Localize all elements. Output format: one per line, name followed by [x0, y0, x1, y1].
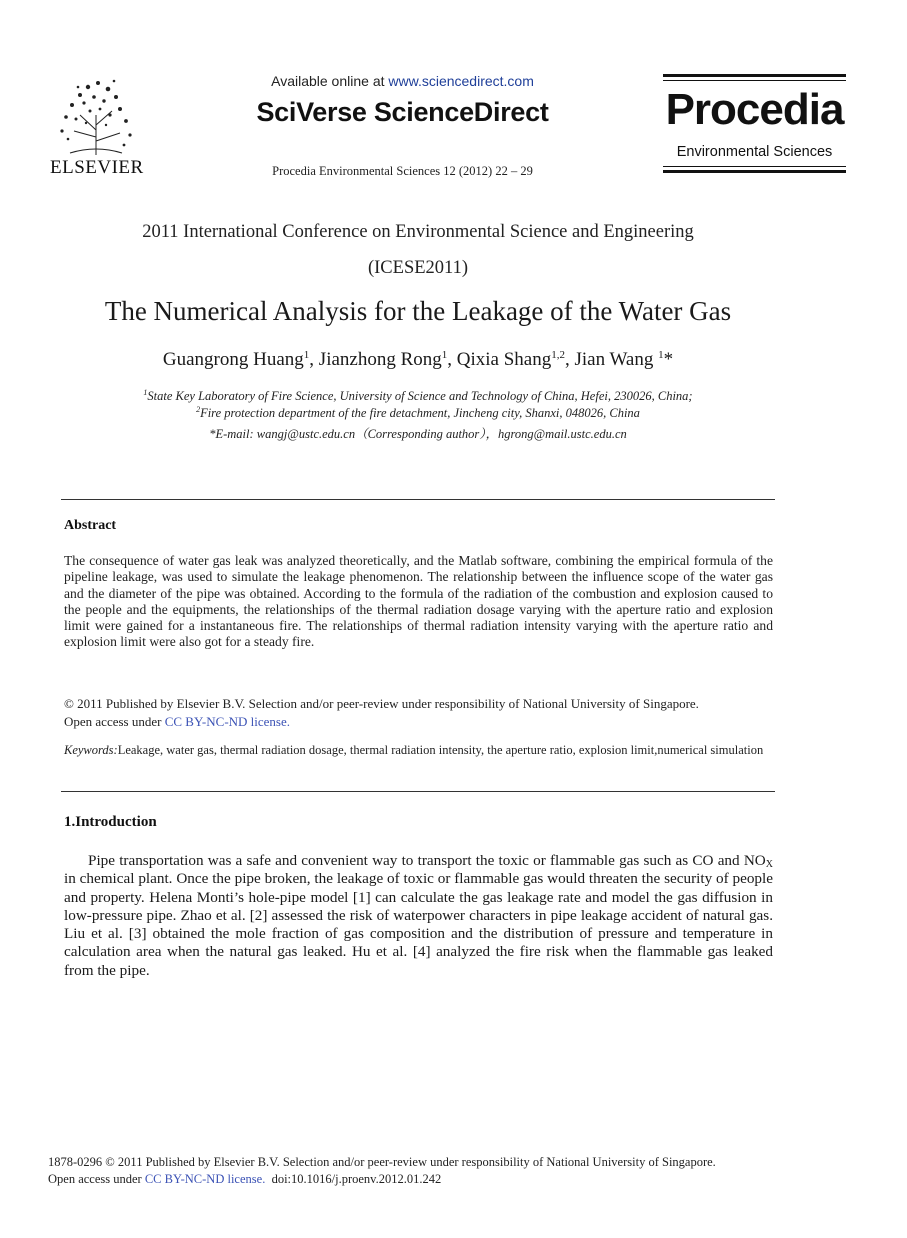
conference-line-2: (ICESE2011) — [367, 258, 469, 278]
procedia-top-thin-rule — [663, 80, 846, 81]
abstract-heading: Abstract — [64, 518, 117, 533]
elsevier-tree-icon — [50, 75, 142, 157]
available-prefix: Available online at — [271, 73, 385, 89]
keywords — [64, 741, 773, 759]
author-name: Qixia Shang — [456, 349, 552, 370]
conference-line-1: 2011 International Conference on Environmental Science and Engineering — [142, 222, 694, 242]
author-separator: , — [447, 349, 457, 370]
footer — [48, 1154, 848, 1188]
procedia-logo — [663, 74, 846, 175]
procedia-wordmark: Procedia — [665, 85, 844, 134]
footer-doi: doi:10.1016/j.proenv.2012.01.242 — [265, 1172, 442, 1186]
affil-mark: 1 — [143, 388, 148, 397]
author-list — [40, 349, 796, 371]
corresponding-mark: * — [663, 349, 674, 370]
author-affil-mark: 1 — [441, 349, 448, 361]
abstract-bottom-rule — [61, 791, 775, 792]
author-separator: , — [564, 349, 575, 370]
footer-open-access — [48, 1171, 848, 1188]
author-name: Guangrong Huang — [162, 349, 304, 370]
introduction-paragraph — [64, 852, 773, 980]
intro-text-part-2: in chemical plant. Once the pipe broken, the leakage of toxic or flammable gas would threaten the security of people and property. Helena Monti’s hole-pipe model [1] can calculate the gas leakage rate and model the gas diffusion in low-pressure pipe. Zhao et al. [2] assessed the risk of waterpower characters in pipe leakage accident of natural gas. Liu et al. [3] obtained the mole fraction of gas composition and the distribution of pressure and temperature in calculation area when the natural gas leaked. Hu et al. [4] analyzed the fire risk when the flammable gas leaked from the pipe. — [64, 870, 773, 979]
open-access-prefix: Open access under — [64, 714, 165, 729]
affil-text: State Key Laboratory of Fire Science, University of Science and Technology of China, Hefei, 230026, China; — [147, 389, 693, 403]
elsevier-wordmark: ELSEVIER — [50, 157, 144, 178]
paper-title: The Numerical Analysis for the Leakage of the Water Gas — [104, 296, 732, 326]
copyright-notice — [64, 695, 773, 731]
procedia-bottom-rule — [663, 170, 846, 173]
copyright-line: © 2011 Published by Elsevier B.V. Selection and/or peer-review under responsibility of National University of Singapore. — [64, 696, 699, 711]
affil-text: Fire protection department of the fire detachment, Jincheng city, Shanxi, 048026, China — [200, 406, 640, 420]
procedia-bottom-thin-rule — [663, 166, 846, 167]
procedia-top-rule — [663, 74, 846, 77]
platform-logo: SciVerse ScienceDirect — [256, 97, 549, 127]
abstract-top-rule — [61, 499, 775, 500]
open-access-line — [64, 713, 773, 731]
nox-subscript: X — [765, 859, 773, 870]
author-name: Jian Wang — [574, 349, 659, 370]
footer-open-access-prefix: Open access under — [48, 1172, 145, 1186]
intro-text-part-1: Pipe transportation was a safe and convenient way to transport the toxic or flammable gas such as CO and NO — [88, 852, 766, 869]
available-online — [200, 73, 605, 89]
conference-name — [60, 218, 776, 282]
affiliation-2 — [60, 406, 776, 421]
keywords-text: Leakage, water gas, thermal radiation dosage, thermal radiation intensity, the aperture ratio, explosion limit,numerical simulation — [117, 743, 764, 757]
email-text: *E-mail: wangj@ustc.edu.cn（Corresponding author），hgrong@mail.ustc.edu.cn — [209, 427, 627, 441]
affiliation-1 — [60, 389, 776, 404]
journal-reference: Procedia Environmental Sciences 12 (2012) 22 – 29 — [272, 164, 533, 178]
sciencedirect-link[interactable]: www.sciencedirect.com — [388, 73, 534, 89]
affil-mark: 2 — [196, 405, 201, 414]
procedia-subtitle: Environmental Sciences — [676, 144, 833, 160]
footer-copyright: 1878-0296 © 2011 Published by Elsevier B.V. Selection and/or peer-review under responsibility of National University of Singapore. — [48, 1155, 716, 1169]
abstract-text: The consequence of water gas leak was analyzed theoretically, and the Matlab software, combining the empirical formula of the pipeline leakage, was used to simulate the leakage phenomenon. The relationship between the influence scope of the water gas and the diameter of the pipe was obtained. According to the formula of the radiation of the combustion and explosion caused to the people and the equipments, the relationships of the thermal radiation dosage varying with the aperture ratio and explosion limit were gained for a instantaneous fire. The relationships of thermal radiation intensity varying with the aperture ratio and explosion limit were also got for a steady fire. — [64, 553, 773, 650]
author-affil-mark: 1,2 — [551, 349, 565, 361]
introduction-heading: 1.Introduction — [64, 814, 157, 830]
author-name: Jianzhong Rong — [318, 349, 442, 370]
license-link[interactable]: CC BY-NC-ND license. — [164, 714, 291, 729]
author-separator: , — [309, 349, 319, 370]
author-affil-mark: 1 — [658, 349, 664, 361]
author-affil-mark: 1 — [303, 349, 310, 361]
footer-license-link[interactable]: CC BY-NC-ND license. — [144, 1172, 266, 1186]
contact-email — [60, 424, 776, 442]
keywords-label: Keywords: — [64, 743, 118, 757]
